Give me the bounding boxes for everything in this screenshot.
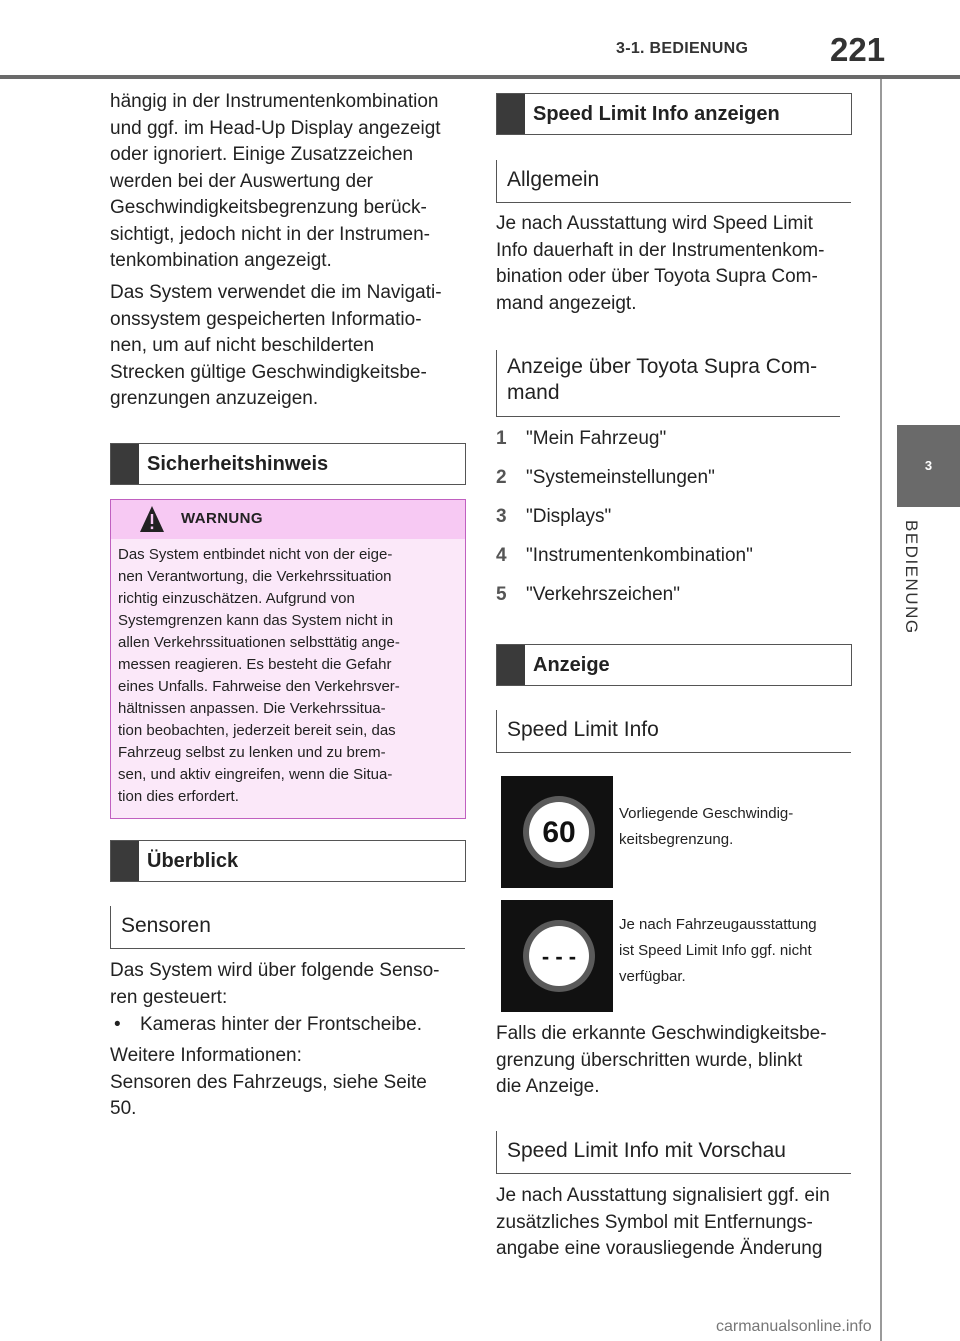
preview-paragraph [496,1183,856,1263]
display-heading [496,644,852,686]
heading-text: Anzeige [533,653,610,676]
sign-value: - - - [541,944,577,969]
text-line: zusätzliches Symbol mit Entfernungs- [496,1211,813,1233]
system-paragraph [110,280,470,413]
page-number: 221 [830,31,886,68]
speed-sign-unavailable-icon [501,900,613,1012]
heading-text: Überblick [147,849,239,872]
overview-heading [110,840,466,882]
text-line: Vorliegende Geschwindig- [619,805,794,822]
step-text: "Instrumentenkombination" [526,545,753,566]
text-line: Das System entbindet nicht von der eige- [118,546,393,563]
step-text: "Displays" [526,506,612,527]
warning-triangle-icon [139,504,165,534]
bullet-item [110,1012,470,1039]
general-subheading: Allgemein [496,160,851,203]
sign-value: 60 [542,816,576,849]
heading-text: Sicherheitshinweis [147,452,329,475]
text-line: ist Speed Limit Info ggf. nicht [619,942,812,959]
preview-subheading: Speed Limit Info mit Vorschau [496,1131,851,1174]
text-line: nen, um auf nicht beschilderten [110,335,375,356]
chapter-label [897,520,937,660]
speed-limit-image [501,776,613,888]
text-line: die Anzeige. [496,1076,600,1097]
text-line: mand angezeigt. [496,292,637,314]
text-line: allen Verkehrssituationen selbsttätig ange- [118,634,400,651]
page-link[interactable]: 50. [110,1098,137,1119]
step-number: 3 [496,506,507,527]
text-line: onssystem gespeicherten Informatio- [110,308,422,330]
image1-caption [619,801,859,853]
header-rule [0,75,960,79]
text-line: Falls die erkannte Geschwindigkeitsbe- [496,1023,827,1044]
steps-list [496,428,856,623]
no-limit-image [501,900,613,1012]
warning-header [111,500,465,539]
text-line: bination oder über Toyota Supra Com- [496,266,818,287]
general-paragraph [496,211,856,317]
step-item[interactable] [496,506,856,545]
watermark: carmanualsonline.info [716,1318,872,1335]
text-line: keitsbegrenzung. [619,831,734,848]
show-heading [496,93,852,135]
text-line: eines Unfalls. Fahrweise den Verkehrsver- [118,678,400,695]
text-line: und ggf. im Head-Up Display angezeigt [110,117,441,139]
text-line: sen, und aktiv eingreifen, wenn die Situa- [118,766,393,783]
text-line: Anzeige über Toyota Supra Com- [507,355,818,378]
more-info-paragraph [110,1043,470,1123]
exceeded-paragraph [496,1021,856,1101]
heading-block [111,841,139,881]
bullet-text: Kameras hinter der Frontscheibe. [140,1014,422,1035]
text-line: Fahrzeug selbst zu lenken und zu brem- [118,744,386,761]
warning-title: WARNUNG [181,510,263,527]
step-item[interactable] [496,545,856,584]
step-item[interactable] [496,584,856,623]
sensors-subheading: Sensoren [110,906,465,949]
text-line: ren gesteuert: [110,986,228,1008]
intro-paragraph [110,89,470,275]
chapter-label-text: BEDIENUNG [902,520,921,635]
text-line: Je nach Ausstattung signalisiert ggf. ein [496,1185,830,1206]
text-line: Geschwindigkeitsbegrenzung berück- [110,197,427,218]
text-line: tenkombination angezeigt. [110,250,332,271]
step-item[interactable] [496,428,856,467]
display-via-subheading [496,350,840,417]
text-line: Je nach Ausstattung wird Speed Limit [496,213,813,234]
chapter-tab[interactable]: 3 [897,425,960,507]
warning-box [110,499,466,819]
text-line: tion beobachten, jederzeit bereit sein, das [118,722,396,739]
text-line: Weitere Informationen: [110,1045,302,1066]
heading-text: Speed Limit Info anzeigen [533,102,780,125]
text-line: angabe eine vorausliegende Änderung [496,1238,823,1259]
warning-text [118,544,458,808]
text-line: Je nach Fahrzeugausstattung [619,916,817,933]
step-number: 5 [496,584,507,605]
text-line: Das System verwendet die im Navigati- [110,282,442,303]
text-line[interactable]: Sensoren des Fahrzeugs, siehe Seite [110,1071,427,1093]
heading-block [497,645,525,685]
text-line: richtig einzuschätzen. Aufgrund von [118,590,355,607]
section-title: 3-1. BEDIENUNG [616,40,749,57]
heading-block [497,94,525,134]
text-line: grenzung überschritten wurde, blinkt [496,1049,803,1071]
text-line: nen Verantwortung, die Verkehrssituation [118,568,392,585]
step-text: "Systemeinstellungen" [526,467,715,488]
text-line: hältnissen anpassen. Die Verkehrssitua- [118,700,386,717]
speed-sign-60-icon [501,776,613,888]
text-line: hängig in der Instrumentenkombination [110,91,439,112]
safety-heading [110,443,466,485]
step-number: 4 [496,545,507,566]
sensors-paragraph [110,958,470,1011]
text-line: grenzungen anzuzeigen. [110,388,319,409]
text-line: verfügbar. [619,968,686,985]
text-line: tion dies erfordert. [118,788,239,805]
text-line: Strecken gültige Geschwindigkeitsbe- [110,361,427,383]
step-text: "Mein Fahrzeug" [526,428,667,449]
text-line: Das System wird über folgende Senso- [110,960,440,981]
text-line: oder ignoriert. Einige Zusatzzeichen [110,144,414,165]
step-number: 1 [496,428,507,449]
text-line: messen reagieren. Es besteht die Gefahr [118,656,392,673]
image2-caption [619,912,859,990]
text-line: werden bei der Auswertung der [110,170,373,192]
text-line: sichtigt, jedoch nicht in der Instrumen- [110,223,430,245]
text-line: mand [507,381,560,404]
bullet-mark: • [114,1014,121,1035]
text-line: Info dauerhaft in der Instrumentenkom- [496,239,825,261]
step-text: "Verkehrszeichen" [526,584,680,605]
side-divider [880,79,882,1341]
heading-block [111,444,139,484]
sli-subheading: Speed Limit Info [496,710,851,753]
text-line: Systemgrenzen kann das System nicht in [118,612,394,629]
step-item[interactable] [496,467,856,506]
step-number: 2 [496,467,507,488]
